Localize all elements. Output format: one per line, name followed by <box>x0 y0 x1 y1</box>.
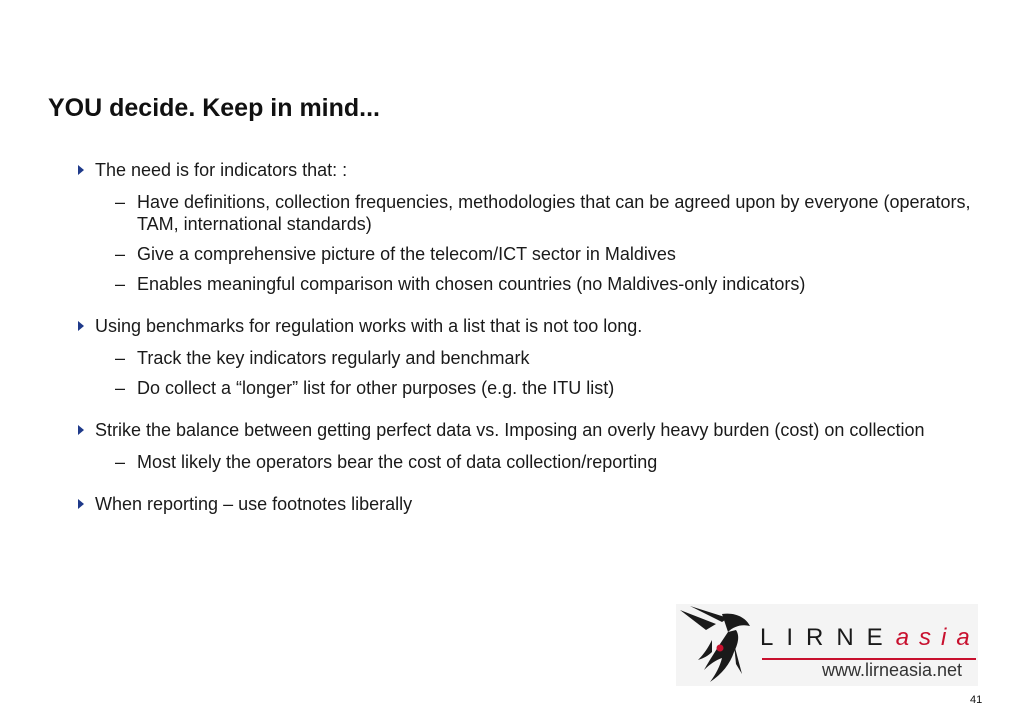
bullet-arrow-icon <box>78 321 84 331</box>
sub-bullet-item <box>95 377 996 399</box>
bullet-arrow-icon <box>78 499 84 509</box>
sub-bullet-item <box>95 243 996 265</box>
dash-marker: – <box>115 452 126 472</box>
bullet-text: Strike the balance between getting perfect data vs. Imposing an overly heavy burden (cost) on collection <box>95 420 925 440</box>
bullet-text: When reporting – use footnotes liberally <box>95 494 413 514</box>
sub-bullet-item <box>95 273 996 295</box>
bird-emblem-icon <box>676 604 760 686</box>
dash-marker: – <box>115 192 126 212</box>
sub-bullet-text: Enables meaningful comparison with chosen countries (no Maldives-only indicators) <box>137 274 806 294</box>
logo-wordmark <box>760 624 980 652</box>
lirneasia-logo <box>676 604 978 686</box>
logo-name-main: LIRNE <box>760 624 896 651</box>
sub-bullet-text: Most likely the operators bear the cost of data collection/reporting <box>137 452 658 472</box>
sub-bullet-item <box>95 451 996 473</box>
page-number: 41 <box>970 694 983 706</box>
dash-marker: – <box>115 274 126 294</box>
sub-bullet-item <box>95 191 996 235</box>
dash-marker: – <box>115 244 126 264</box>
logo-url: www.lirneasia.net <box>822 660 963 680</box>
bullet-text: The need is for indicators that: : <box>95 160 348 180</box>
bullet-item <box>76 418 996 473</box>
bullet-list <box>76 158 996 517</box>
dash-marker: – <box>115 378 126 398</box>
slide-title: YOU decide. Keep in mind... <box>48 94 381 122</box>
logo-name-suffix: asia <box>895 624 980 651</box>
sub-bullet-item <box>95 347 996 369</box>
bullet-arrow-icon <box>78 165 84 175</box>
bullet-item <box>76 314 996 399</box>
bullet-item <box>76 492 996 517</box>
dash-marker: – <box>115 348 126 368</box>
bullet-arrow-icon <box>78 425 84 435</box>
sub-bullet-text: Do collect a “longer” list for other purposes (e.g. the ITU list) <box>137 378 615 398</box>
sub-bullet-text: Track the key indicators regularly and benchmark <box>137 348 530 368</box>
sub-bullet-text: Give a comprehensive picture of the telecom/ICT sector in Maldives <box>137 244 676 264</box>
bullet-text: Using benchmarks for regulation works with a list that is not too long. <box>95 316 643 336</box>
sub-bullet-text: Have definitions, collection frequencies, methodologies that can be agreed upon by everyone (operators, TAM, international standards) <box>137 192 971 234</box>
bullet-item <box>76 158 996 295</box>
